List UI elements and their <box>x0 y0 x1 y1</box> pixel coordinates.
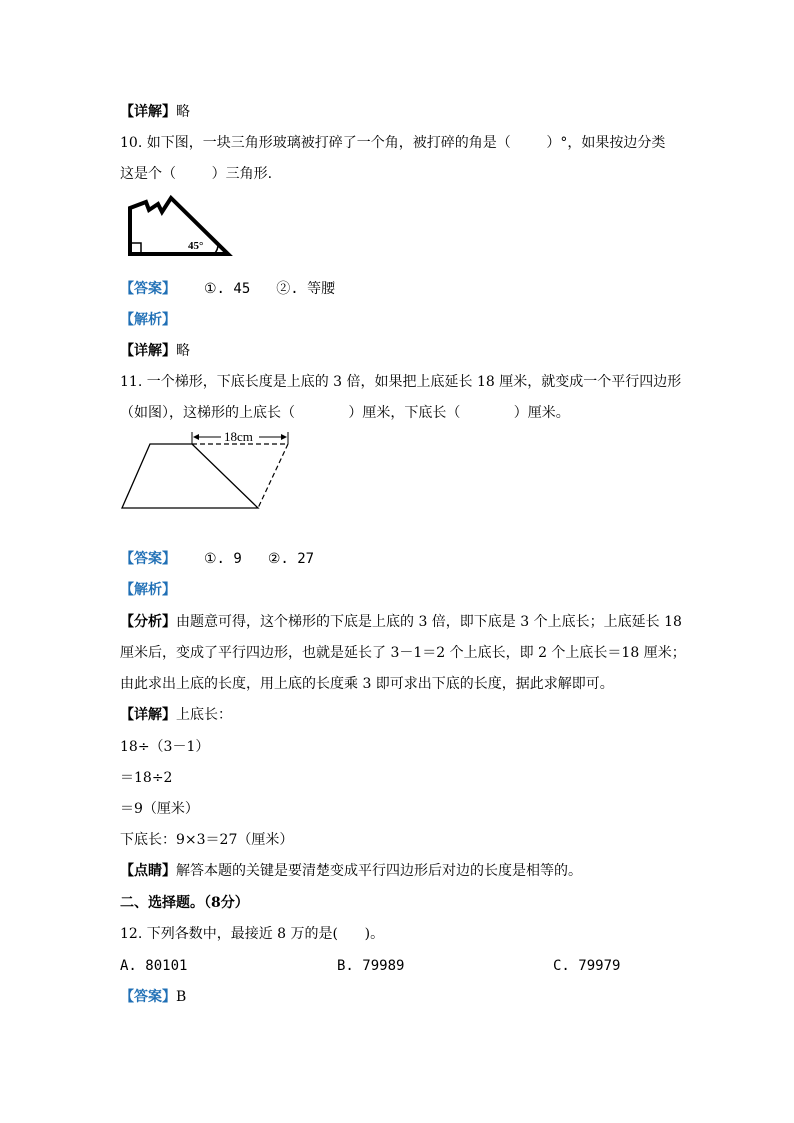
q10-detail <box>120 341 190 361</box>
trapezoid-shape <box>122 444 258 508</box>
q11-detail <box>120 705 232 725</box>
length-label: 18cm <box>224 429 253 444</box>
q10-stem-line2: 这是个（ ）三角形. <box>120 166 273 182</box>
detail-text: 略 <box>176 343 190 359</box>
answer-1: ①. 45 <box>204 281 251 297</box>
q11-stem-line1: 11. 一个梯形，下底长度是上底的 3 倍，如果把上底延长 18 厘米，就变成一个平行四边形 <box>120 374 682 390</box>
answer-2: ②. 27 <box>267 551 315 567</box>
detail-label: 【详解】 <box>120 104 176 120</box>
answer-label: 【答案】 <box>120 551 176 567</box>
point-label: 【点睛】 <box>120 863 176 879</box>
trapezoid-figure <box>118 426 308 516</box>
q12-stem: 12. 下列各数中，最接近 8 万的是( )。 <box>120 926 385 942</box>
answer-label: 【答案】 <box>120 281 176 297</box>
angle-label: 45° <box>188 240 204 252</box>
q11-analysis-label: 【解析】 <box>120 582 176 598</box>
answer-2: ②. 等腰 <box>276 281 336 297</box>
q11-answer <box>120 549 314 569</box>
q11-analyze-line1 <box>120 612 682 632</box>
broken-triangle-figure <box>126 194 234 258</box>
q12-option-a: A. 80101 <box>120 958 188 974</box>
detail-text: 上底长： <box>176 707 232 723</box>
analyze-text: 由题意可得，这个梯形的下底是上底的 3 倍，即下底是 3 个上底长；上底延长 18 <box>176 614 682 630</box>
answer-value: B <box>176 989 187 1005</box>
q12-option-b: B. 79989 <box>337 958 405 974</box>
answer-1: ①. 9 <box>204 551 242 567</box>
q9-detail <box>120 102 190 122</box>
detail-text: 略 <box>176 104 190 120</box>
parallelogram-dashed-extension <box>192 444 288 508</box>
detail-label: 【详解】 <box>120 343 176 359</box>
q11-point <box>120 861 582 881</box>
section-title: 二、选择题。（8分） <box>120 895 249 911</box>
q11-analyze-line2: 厘米后，变成了平行四边形，也就是延长了 3－1＝2 个上底长，即 2 个上底长＝18 厘米； <box>120 645 686 661</box>
q11-analyze-line3: 由此求出上底的长度，用上底的长度乘 3 即可求出下底的长度，据此求解即可。 <box>120 676 614 692</box>
right-angle-mark <box>131 243 141 253</box>
q12-answer <box>120 987 186 1007</box>
analyze-label: 【分析】 <box>120 614 176 630</box>
q11-calc-4: 下底长：9×3＝27（厘米） <box>120 832 294 848</box>
q11-calc-3: ＝9（厘米） <box>120 801 199 817</box>
q10-stem-line1: 10. 如下图，一块三角形玻璃被打碎了一个角，被打碎的角是（ ）°，如果按边分类 <box>120 135 666 151</box>
q11-calc-2: ＝18÷2 <box>120 770 173 786</box>
q11-calc-1: 18÷（3－1） <box>120 739 210 755</box>
detail-label: 【详解】 <box>120 707 176 723</box>
q10-answer <box>120 279 335 299</box>
q12-option-c: C. 79979 <box>553 958 621 974</box>
point-text: 解答本题的关键是要清楚变成平行四边形后对边的长度是相等的。 <box>176 863 582 879</box>
q11-stem-line2: （如图），这梯形的上底长（ ）厘米，下底长（ ）厘米。 <box>120 405 570 421</box>
q10-analysis-label: 【解析】 <box>120 312 176 328</box>
answer-label: 【答案】 <box>120 989 176 1005</box>
triangle-outline <box>130 198 228 254</box>
